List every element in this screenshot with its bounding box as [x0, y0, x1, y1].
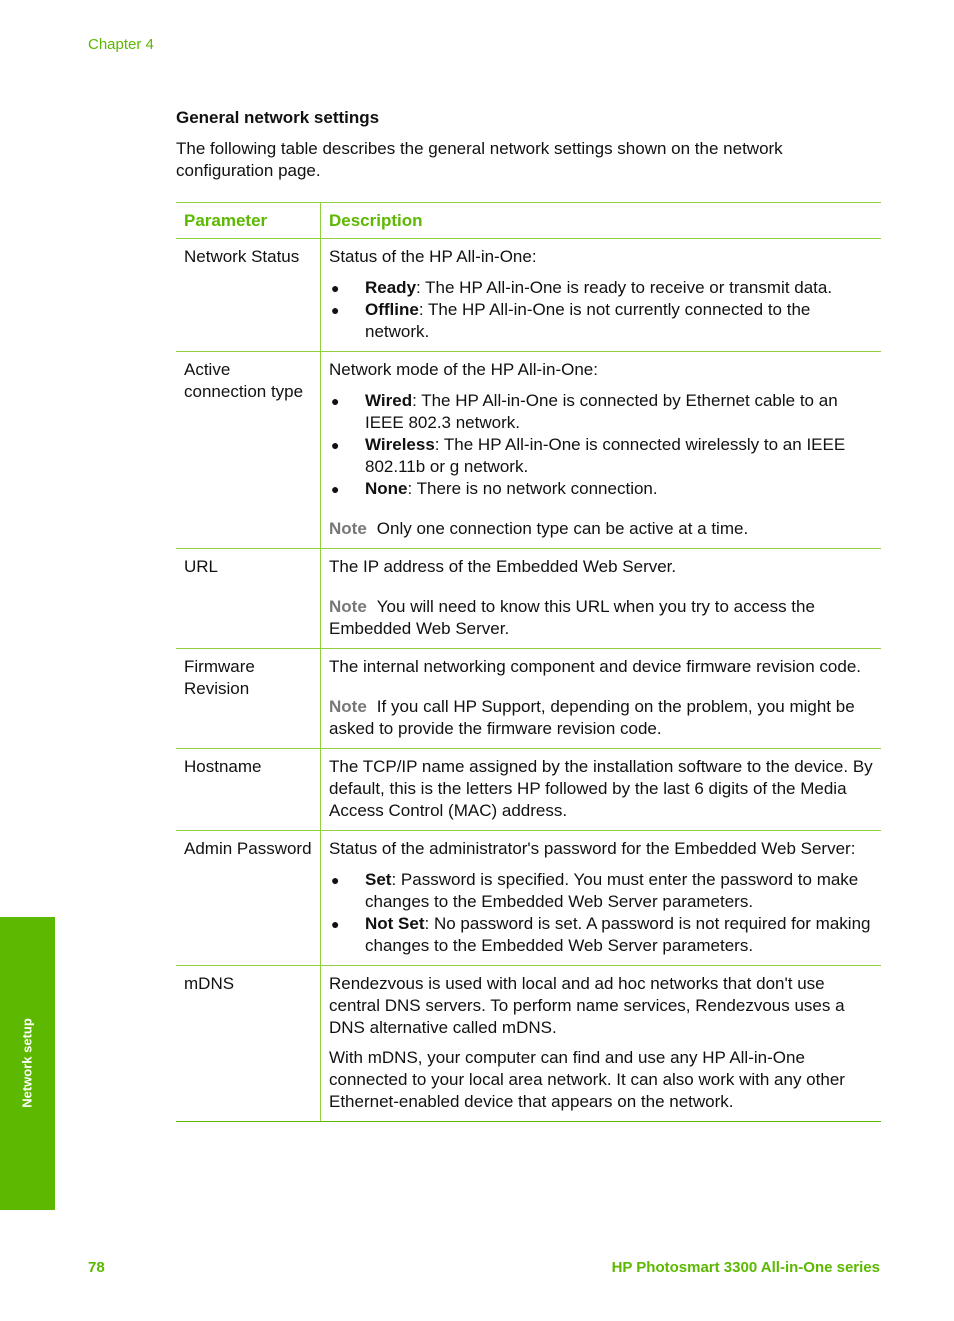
desc-text: Network mode of the HP All-in-One: — [329, 360, 598, 379]
product-title: HP Photosmart 3300 All-in-One series — [611, 1259, 880, 1276]
param-firmware: Firmware Revision — [176, 649, 321, 749]
table-row — [176, 966, 881, 1122]
connection-list — [329, 390, 873, 500]
term-desc: : The HP All-in-One is ready to receive or transmit data. — [416, 278, 833, 297]
network-settings-table — [176, 202, 881, 1122]
table-row — [176, 352, 881, 549]
section-title: General network settings — [176, 108, 380, 127]
table-header-row — [176, 203, 881, 239]
term: Set — [365, 870, 392, 889]
header-parameter: Parameter — [176, 203, 321, 239]
side-tab-label: Network setup — [19, 1018, 35, 1108]
list-item — [329, 434, 873, 478]
desc-text: The internal networking component and device firmware revision code. — [329, 657, 861, 676]
header-description: Description — [321, 203, 882, 239]
password-list — [329, 869, 873, 957]
table-row — [176, 649, 881, 749]
term-desc: : The HP All-in-One is connected by Ethernet cable to an IEEE 802.3 network. — [365, 391, 838, 432]
desc-mdns — [321, 966, 882, 1122]
term: Wireless — [365, 435, 435, 454]
desc-url — [321, 549, 882, 649]
param-hostname: Hostname — [176, 749, 321, 831]
term-desc: : There is no network connection. — [407, 479, 658, 498]
term: Not Set — [365, 914, 425, 933]
note-label: Note — [329, 597, 367, 616]
list-item — [329, 299, 873, 343]
note — [329, 518, 873, 540]
desc-active-connection — [321, 352, 882, 549]
param-admin-password: Admin Password — [176, 831, 321, 966]
desc-text: Status of the HP All-in-One: — [329, 247, 537, 266]
desc-text: Rendezvous is used with local and ad hoc networks that don't use central DNS servers. To perform name services, Rendezvous uses a DNS alternative called mDNS. — [329, 974, 845, 1037]
term: Offline — [365, 300, 419, 319]
main-content — [176, 108, 881, 1122]
desc-network-status — [321, 239, 882, 352]
desc-hostname — [321, 749, 882, 831]
desc-text: With mDNS, your computer can find and use any HP All-in-One connected to your local area network. It can also work with any other Ethernet-enabled device that appears on the network. — [329, 1048, 845, 1111]
table-row — [176, 239, 881, 352]
param-url: URL — [176, 549, 321, 649]
list-item — [329, 869, 873, 913]
list-item — [329, 390, 873, 434]
term: Ready — [365, 278, 417, 297]
term-desc: : Password is specified. You must enter the password to make changes to the Embedded Web Server parameters. — [365, 870, 859, 911]
param-mdns: mDNS — [176, 966, 321, 1122]
section-intro: The following table describes the general network settings shown on the network configuration page. — [176, 139, 783, 180]
list-item — [329, 277, 873, 299]
table-row — [176, 749, 881, 831]
note — [329, 696, 873, 740]
param-network-status: Network Status — [176, 239, 321, 352]
note-text: You will need to know this URL when you try to access the Embedded Web Server. — [329, 597, 815, 638]
page-number: 78 — [88, 1259, 105, 1276]
param-active-connection: Active connection type — [176, 352, 321, 549]
note-text: If you call HP Support, depending on the problem, you might be asked to provide the firmware revision code. — [329, 697, 855, 738]
desc-text: The IP address of the Embedded Web Server. — [329, 557, 677, 576]
term: Wired — [365, 391, 413, 410]
term: None — [365, 479, 408, 498]
note-label: Note — [329, 519, 367, 538]
term-desc: : The HP All-in-One is not currently connected to the network. — [365, 300, 811, 341]
desc-admin-password — [321, 831, 882, 966]
term-desc: : No password is set. A password is not required for making changes to the Embedded Web Server parameters. — [365, 914, 871, 955]
list-item — [329, 913, 873, 957]
note — [329, 596, 873, 640]
term-desc: : The HP All-in-One is connected wirelessly to an IEEE 802.11b or g network. — [365, 435, 846, 476]
note-text: Only one connection type can be active at a time. — [376, 519, 749, 538]
list-item — [329, 478, 873, 500]
table-row — [176, 831, 881, 966]
chapter-label: Chapter 4 — [88, 36, 154, 53]
desc-firmware — [321, 649, 882, 749]
desc-text: The TCP/IP name assigned by the installation software to the device. By default, this is the letters HP followed by the last 6 digits of the Media Access Control (MAC) address. — [329, 757, 873, 820]
table-row — [176, 549, 881, 649]
status-list — [329, 277, 873, 343]
desc-text: Status of the administrator's password for the Embedded Web Server: — [329, 839, 856, 858]
note-label: Note — [329, 697, 367, 716]
